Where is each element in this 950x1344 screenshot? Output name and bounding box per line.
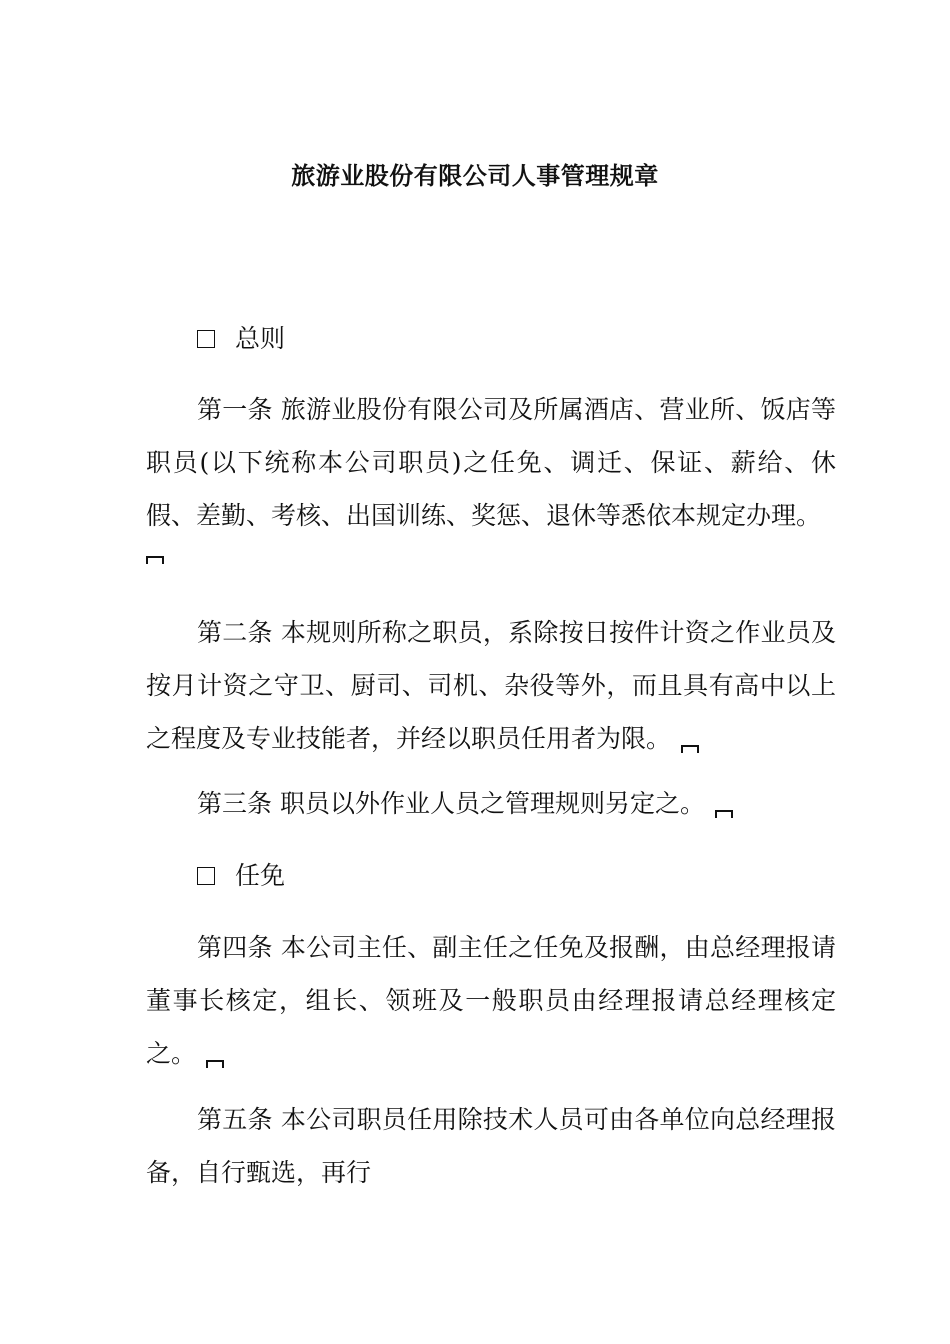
paragraph-return-icon	[715, 810, 733, 818]
article-1	[146, 383, 836, 564]
section-heading-label: 总则	[235, 324, 286, 353]
document-title: 旅游业股份有限公司人事管理规章	[291, 161, 659, 190]
article-text: 第三条 职员以外作业人员之管理规则另定之。	[197, 789, 705, 818]
article-4	[146, 921, 836, 1080]
article-2	[146, 606, 836, 765]
article-5	[146, 1093, 836, 1199]
paragraph-return-icon	[681, 745, 699, 753]
section-heading-general	[197, 319, 285, 359]
article-3	[146, 777, 836, 830]
paragraph-return-icon	[146, 556, 164, 564]
section-heading-label: 任免	[235, 861, 286, 890]
article-text: 第一条 旅游业股份有限公司及所属酒店、营业所、饭店等职员(以下统称本公司职员)之任免、调迁、保证、薪给、休假、差勤、考核、出国训练、奖惩、退休等悉依本规定办理。	[146, 395, 836, 530]
article-text: 第五条 本公司职员任用除技术人员可由各单位向总经理报备，自行甄选，再行	[146, 1105, 836, 1187]
paragraph-return-icon	[206, 1060, 224, 1068]
checkbox-square-icon	[197, 330, 215, 348]
section-heading-appointment	[197, 856, 285, 896]
article-text: 第二条 本规则所称之职员，系除按日按件计资之作业员及按月计资之守卫、厨司、司机、杂役等外，而且具有高中以上之程度及专业技能者，并经以职员任用者为限。	[146, 618, 836, 753]
article-text: 第四条 本公司主任、副主任之任免及报酬，由总经理报请董事长核定，组长、领班及一般职员由经理报请总经理核定之。	[146, 933, 836, 1068]
checkbox-square-icon	[197, 867, 215, 885]
